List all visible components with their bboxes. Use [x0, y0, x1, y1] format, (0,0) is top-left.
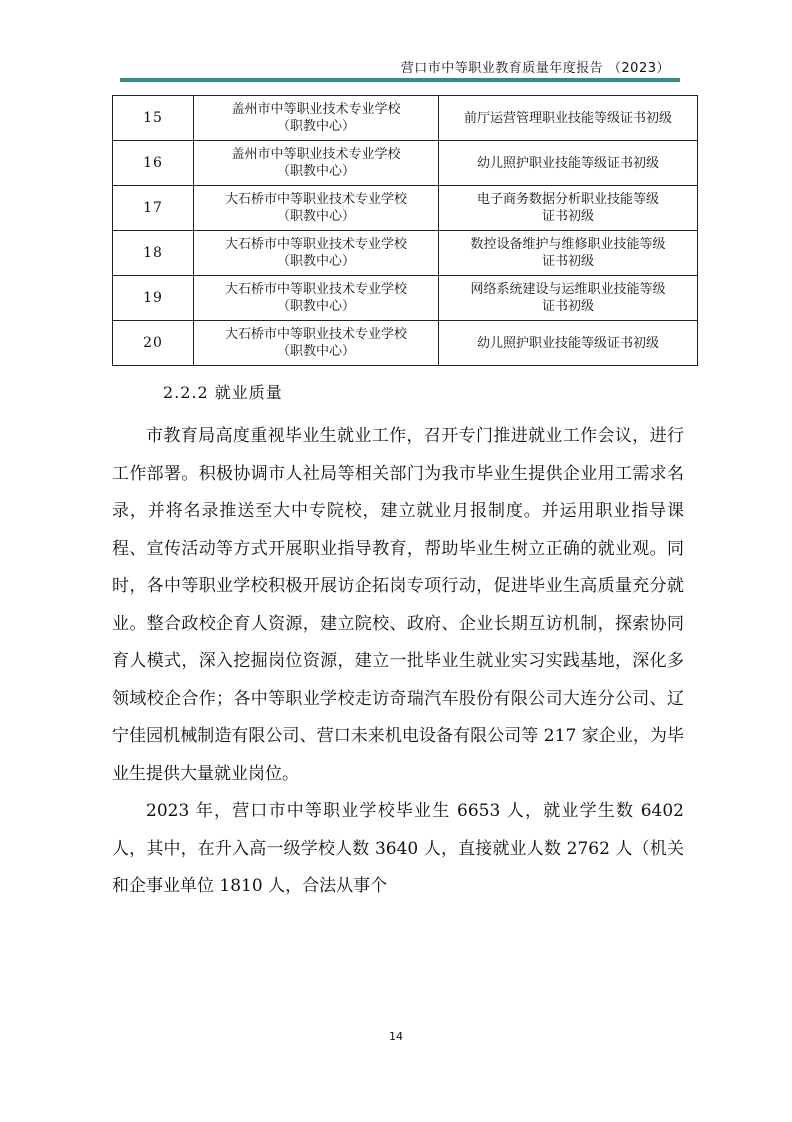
certificate-name-continued: 证书初级	[541, 299, 594, 314]
certificate-name: 幼儿照护职业技能等级证书初级	[476, 155, 659, 171]
certificate-name: 电子商务数据分析职业技能等级	[476, 192, 659, 207]
certificate-name-continued: 证书初级	[541, 254, 594, 269]
school-subtitle: （职教中心）	[276, 299, 355, 314]
table-row	[113, 231, 698, 276]
row-number: 19	[113, 276, 194, 321]
certificate-name: 数控设备维护与维修职业技能等级	[470, 237, 666, 252]
table-row	[113, 276, 698, 321]
table-row	[113, 321, 698, 366]
header-divider	[120, 78, 680, 82]
row-number: 20	[113, 321, 194, 366]
row-number: 17	[113, 186, 194, 231]
certificate-cell	[439, 321, 698, 366]
section-heading: 2.2.2 就业质量	[163, 383, 283, 402]
school-cell	[194, 321, 439, 366]
certificate-name: 前厅运营管理职业技能等级证书初级	[463, 110, 672, 126]
school-name: 大石桥市中等职业技术专业学校	[224, 327, 407, 342]
certificate-cell	[439, 276, 698, 321]
school-cell	[194, 141, 439, 186]
row-number: 18	[113, 231, 194, 276]
school-subtitle: （职教中心）	[276, 254, 355, 269]
report-header-title: 营口市中等职业教育质量年度报告 （2023）	[400, 61, 670, 76]
school-cell	[194, 231, 439, 276]
row-number: 15	[113, 96, 194, 141]
certificate-cell	[439, 96, 698, 141]
table-row	[113, 141, 698, 186]
school-name: 盖州市中等职业技术专业学校	[231, 102, 401, 117]
school-name: 大石桥市中等职业技术专业学校	[224, 192, 407, 207]
body-text	[112, 418, 684, 906]
school-subtitle: （职教中心）	[276, 119, 355, 134]
certificate-cell	[439, 186, 698, 231]
certificate-table-body	[113, 96, 698, 366]
school-name: 盖州市中等职业技术专业学校	[231, 147, 401, 162]
row-number: 16	[113, 141, 194, 186]
school-cell	[194, 186, 439, 231]
school-cell	[194, 96, 439, 141]
school-subtitle: （职教中心）	[276, 344, 355, 359]
table-row	[113, 96, 698, 141]
page-number: 14	[389, 1030, 403, 1043]
paragraph: 2023 年，营口市中等职业学校毕业生 6653 人，就业学生数 6402 人，其中，在升入高一级学校人数 3640 人，直接就业人数 2762 人（机关和企事业单位 1810 人，合法从事个	[112, 801, 684, 896]
certificate-name: 幼儿照护职业技能等级证书初级	[476, 335, 659, 351]
school-subtitle: （职教中心）	[276, 164, 355, 179]
certificate-name: 网络系统建设与运维职业技能等级	[470, 282, 666, 297]
table-row	[113, 186, 698, 231]
certificate-table	[112, 95, 698, 366]
school-name: 大石桥市中等职业技术专业学校	[224, 237, 407, 252]
certificate-cell	[439, 231, 698, 276]
school-subtitle: （职教中心）	[276, 209, 355, 224]
school-cell	[194, 276, 439, 321]
paragraph: 市教育局高度重视毕业生就业工作，召开专门推进就业工作会议，进行工作部署。积极协调市人社局等相关部门为我市毕业生提供企业用工需求名录，并将名录推送至大中专院校，建立就业月报制度。并运用职业指导课程、宣传活动等方式开展职业指导教育，帮助毕业生树立正确的就业观。同时，各中等职业学校积极开展访企拓岗专项行动，促进毕业生高质量充分就业。整合政校企育人资源，建立院校、政府、企业长期互访机制，探索协同育人模式，深入挖掘岗位资源，建立一批毕业生就业实习实践基地，深化多领域校企合作；各中等职业学校走访奇瑞汽车股份有限公司大连分公司、辽宁佳园机械制造有限公司、营口未来机电设备有限公司等 217 家企业，为毕业生提供大量就业岗位。	[112, 426, 684, 784]
school-name: 大石桥市中等职业技术专业学校	[224, 282, 407, 297]
certificate-name-continued: 证书初级	[541, 209, 594, 224]
certificate-cell	[439, 141, 698, 186]
